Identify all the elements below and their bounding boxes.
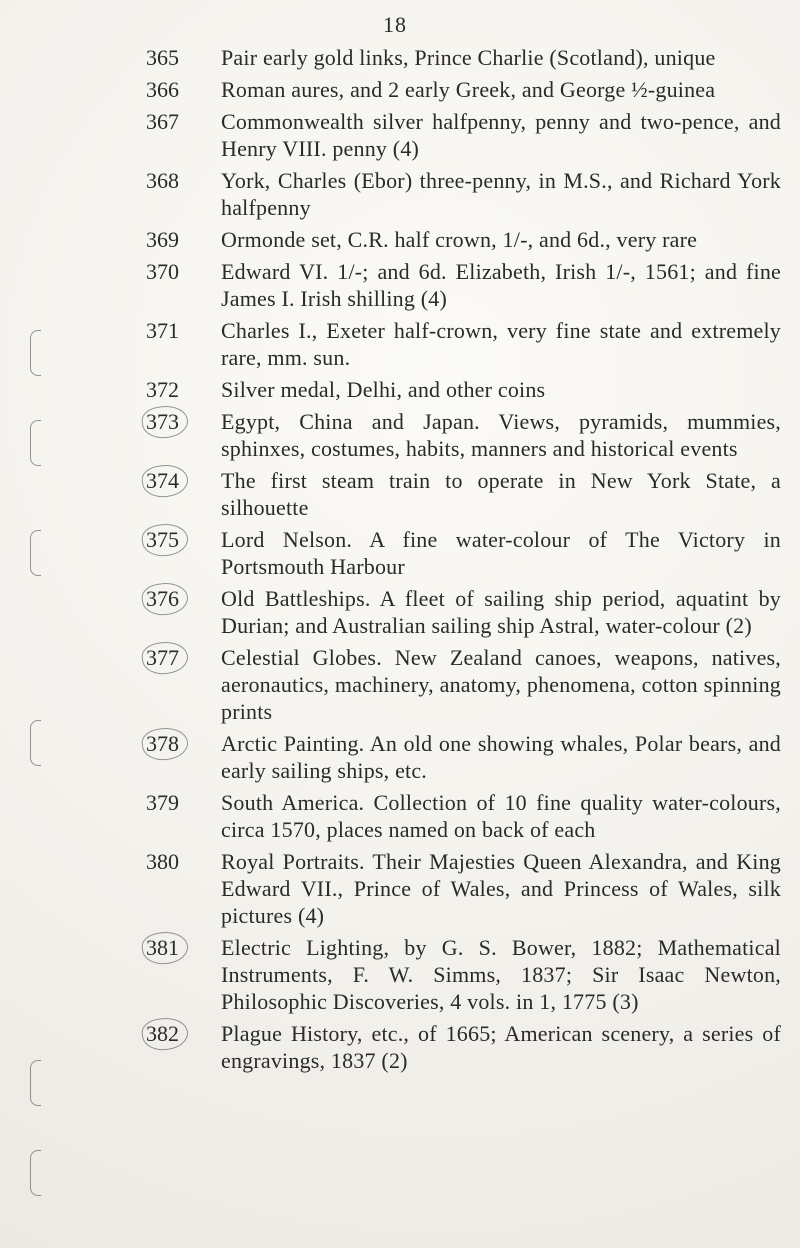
lot-description: Egypt, China and Japan. Views, pyramids, mummies, sphinxes, costumes, habits, manners and historical events bbox=[221, 409, 781, 461]
lot-description: Lord Nelson. A fine water-colour of The Victory in Portsmouth Harbour bbox=[221, 527, 781, 579]
lot-number: 366 bbox=[146, 77, 179, 102]
lot-entry bbox=[0, 76, 800, 103]
lot-number: 367 bbox=[146, 109, 179, 134]
lot-description: Commonwealth silver halfpenny, penny and two-pence, and Henry VIII. penny (4) bbox=[221, 109, 781, 161]
margin-bracket-mark bbox=[30, 420, 41, 466]
lot-entry bbox=[0, 934, 800, 1015]
lot-description: Pair early gold links, Prince Charlie (Scotland), unique bbox=[221, 45, 716, 70]
lot-description: Old Battleships. A fleet of sailing ship period, aquatint by Durian; and Australian sailing ship Astral, water-colour (2) bbox=[221, 586, 781, 638]
margin-bracket-mark bbox=[30, 530, 41, 576]
lot-list bbox=[0, 44, 800, 1079]
lot-description: Roman aures, and 2 early Greek, and George ½-guinea bbox=[221, 77, 716, 102]
margin-bracket-mark bbox=[30, 330, 41, 376]
lot-number: 374 bbox=[146, 467, 221, 494]
lot-entry bbox=[0, 644, 800, 725]
lot-description: Ormonde set, C.R. half crown, 1/-, and 6d., very rare bbox=[221, 227, 698, 252]
lot-entry bbox=[0, 848, 800, 929]
lot-number: 381 bbox=[146, 934, 221, 961]
margin-bracket-mark bbox=[30, 720, 41, 766]
lot-number: 377 bbox=[146, 644, 221, 671]
lot-number: 375 bbox=[146, 526, 221, 553]
lot-number: 365 bbox=[146, 45, 179, 70]
lot-entry bbox=[0, 408, 800, 462]
lot-number: 379 bbox=[146, 790, 179, 815]
lot-entry bbox=[0, 376, 800, 403]
lot-description: Arctic Painting. An old one showing whales, Polar bears, and early sailing ships, etc. bbox=[221, 731, 781, 783]
lot-description: Edward VI. 1/-; and 6d. Elizabeth, Irish 1/-, 1561; and fine James I. Irish shilling (4) bbox=[221, 259, 781, 311]
lot-number: 371 bbox=[146, 318, 179, 343]
lot-description: Celestial Globes. New Zealand canoes, weapons, natives, aeronautics, machinery, anatomy, phenomena, cotton spinning prints bbox=[221, 645, 781, 724]
lot-entry bbox=[0, 789, 800, 843]
lot-description: Charles I., Exeter half-crown, very fine state and extremely rare, mm. sun. bbox=[221, 318, 781, 370]
lot-number: 368 bbox=[146, 168, 179, 193]
lot-entry bbox=[0, 317, 800, 371]
lot-description: Silver medal, Delhi, and other coins bbox=[221, 377, 546, 402]
lot-description: The first steam train to operate in New York State, a silhouette bbox=[221, 468, 781, 520]
lot-description: Plague History, etc., of 1665; American scenery, a series of engravings, 1837 (2) bbox=[221, 1021, 781, 1073]
lot-description: Electric Lighting, by G. S. Bower, 1882; Mathematical Instruments, F. W. Simms, 1837; Sir Isaac Newton, Philosophic Discoveries, 4 vols. in 1, 1775 (3) bbox=[221, 935, 781, 1014]
lot-entry bbox=[0, 44, 800, 71]
lot-number: 376 bbox=[146, 585, 221, 612]
lot-entry bbox=[0, 108, 800, 162]
lot-number: 382 bbox=[146, 1020, 221, 1047]
lot-entry bbox=[0, 1020, 800, 1074]
margin-bracket-mark bbox=[30, 1060, 41, 1106]
lot-entry bbox=[0, 258, 800, 312]
lot-entry bbox=[0, 526, 800, 580]
lot-entry bbox=[0, 730, 800, 784]
page-number: 18 bbox=[383, 12, 407, 37]
lot-number: 373 bbox=[146, 408, 221, 435]
lot-number: 372 bbox=[146, 377, 179, 402]
lot-entry bbox=[0, 167, 800, 221]
lot-entry bbox=[0, 585, 800, 639]
lot-entry bbox=[0, 467, 800, 521]
lot-number: 370 bbox=[146, 259, 179, 284]
lot-description: York, Charles (Ebor) three-penny, in M.S., and Richard York halfpenny bbox=[221, 168, 781, 220]
lot-description: Royal Portraits. Their Majesties Queen Alexandra, and King Edward VII., Prince of Wales, and Princess of Wales, silk pictures (4) bbox=[221, 849, 781, 928]
lot-description: South America. Collection of 10 fine quality water-colours, circa 1570, places named on back of each bbox=[221, 790, 781, 842]
lot-number: 369 bbox=[146, 227, 179, 252]
lot-entry bbox=[0, 226, 800, 253]
lot-number: 380 bbox=[146, 849, 179, 874]
lot-number: 378 bbox=[146, 730, 221, 757]
margin-bracket-mark bbox=[30, 1150, 41, 1196]
